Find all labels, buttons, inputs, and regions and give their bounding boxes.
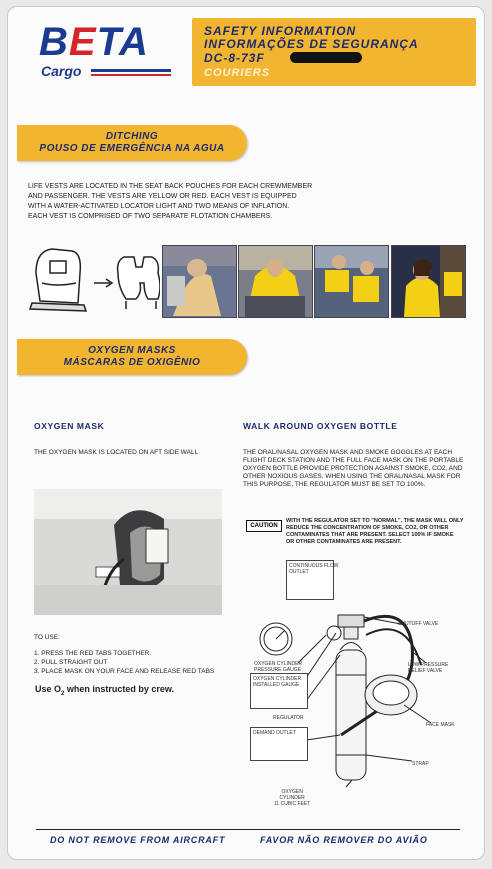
ditching-banner	[17, 125, 247, 161]
to-use-label: TO USE:	[34, 634, 60, 641]
oxygen-mask-title: OXYGEN MASK	[34, 421, 105, 431]
header-box	[192, 18, 476, 86]
walk-around-line-1: THE ORAL/NASAL OXYGEN MASK AND SMOKE GOGGLES AT EACH	[243, 449, 453, 456]
beta-cargo-logo	[39, 22, 174, 82]
safety-card	[7, 6, 485, 860]
walk-around-line-3: OXYGEN BOTTLE PROVIDE PROTECTION AGAINST SMOKE, CO2, AND	[243, 465, 463, 472]
ditching-line-3: WITH A WATER-ACTIVATED LOCATOR LIGHT AND TWO MEANS OF INFLATION.	[28, 203, 290, 210]
logo-stripe-blue	[91, 69, 171, 72]
low-pressure-line-2: RELIEF VALVE	[408, 668, 443, 674]
low-pressure-line-1: LOW PRESSURE	[408, 662, 449, 668]
walk-around-line-5: THIS PURPOSE, THE REGULATOR MUST BE SET TO 100%.	[243, 481, 426, 488]
strap-label: STRAP	[412, 761, 429, 767]
low-pressure-label	[408, 662, 448, 674]
step-3: 3. PLACE MASK ON YOUR FACE AND RELEASE RED TABS	[34, 668, 215, 675]
face-mask-label: FACE MASK	[426, 722, 455, 728]
logo-stripe-red	[91, 74, 171, 76]
regulator-label: REGULATOR	[273, 715, 304, 721]
ditching-photo-1	[162, 245, 237, 318]
cylinder-installed-line-1: OXYGEN CYLINDER	[253, 676, 302, 682]
continuous-flow-label	[289, 563, 338, 575]
oxygen-banner	[17, 339, 247, 375]
bottle-line-3: 11 CUBIC FEET	[274, 801, 311, 807]
step-1: 1. PRESS THE RED TABS TOGETHER.	[34, 650, 152, 657]
oxygen-title-pt: MÁSCARAS DE OXIGÊNIO	[63, 357, 201, 368]
footer-text-pt: FAVOR NÃO REMOVER DO AVIÃO	[260, 835, 428, 845]
continuous-flow-line-2: OUTLET	[289, 569, 309, 575]
footer-divider	[36, 829, 460, 830]
logo-wordmark: BETA	[39, 20, 149, 64]
ditching-text	[28, 182, 348, 222]
ditching-title-pt: POUSO DE EMERGÊNCIA NA AGUA	[39, 143, 225, 154]
walk-around-line-2: FLIGHT DECK STATION AND THE FULL FACE MASK ON THE PORTABLE	[243, 457, 464, 464]
ditching-photo-3	[314, 245, 389, 318]
bottle-line-1: OXYGEN	[281, 789, 303, 795]
caution-line-4: OR OTHER CONTAMINATES ARE PRESENT.	[286, 539, 402, 545]
caution-line-2: REDUCE THE CONCENTRATION OF SMOKE, CO2, OR OTHER	[286, 525, 449, 531]
demand-outlet-callout	[250, 727, 308, 761]
use-o2-notice: Use $O_2$ when instructed by crew.	[35, 684, 175, 697]
oxygen-mask-steps	[34, 649, 214, 676]
logo-cargo: Cargo	[41, 63, 82, 79]
demand-outlet-line-1: DEMAND OUTLET	[253, 730, 296, 736]
header-title-pt: INFORMAÇÕES DE SEGURANÇA	[204, 37, 419, 51]
continuous-flow-callout	[286, 560, 339, 600]
pressure-gauge-line-1: OXYGEN CYLINDER	[254, 661, 303, 667]
oxygen-mask-photo	[34, 489, 222, 615]
demand-outlet-label	[253, 730, 296, 736]
walk-around-title: WALK AROUND OXYGEN BOTTLE	[243, 421, 398, 431]
redaction-bar	[290, 52, 362, 63]
walk-around-text	[243, 449, 463, 489]
bottle-capacity-label	[274, 789, 310, 807]
seat-vest-illustration	[22, 243, 160, 313]
bottle-line-2: CYLINDER	[279, 795, 305, 801]
header-aircraft: DC-8-73F	[204, 51, 265, 65]
cylinder-installed-callout	[250, 673, 308, 709]
footer-text-en: DO NOT REMOVE FROM AIRCRAFT	[50, 835, 226, 845]
caution-line-1: WITH THE REGULATOR SET TO "NORMAL", THE MASK WILL ONLY	[286, 518, 464, 524]
shutoff-valve-label: SHUTOFF VALVE	[398, 621, 439, 627]
ditching-title-en: DITCHING	[105, 131, 159, 142]
ditching-photo-2	[238, 245, 313, 318]
walk-around-line-4: OTHER NOXIOUS GASES. WHEN USING THE ORAL/NASAL MASK FOR	[243, 473, 461, 480]
header-config: COURIERS	[204, 67, 271, 79]
cylinder-installed-label	[253, 676, 301, 688]
pressure-gauge-line-2: PRESSURE GAUGE	[254, 667, 301, 673]
oxygen-title-en: OXYGEN MASKS	[88, 345, 176, 356]
continuous-flow-line-1: CONTINUOUS FLOW	[289, 563, 339, 569]
caution-label: CAUTION	[246, 520, 282, 532]
ditching-line-4: EACH VEST IS COMPRISED OF TWO SEPARATE FLOTATION CHAMBERS.	[28, 213, 273, 220]
ditching-line-2: AND PASSENGER. THE VESTS ARE YELLOW OR RED. EACH VEST IS EQUIPPED	[28, 193, 297, 200]
ditching-line-1: LIFE VESTS ARE LOCATED IN THE SEAT BACK POUCHES FOR EACH CREWMEMBER	[28, 183, 313, 190]
pressure-gauge-label	[254, 661, 302, 673]
header-title-en: SAFETY INFORMATION	[204, 24, 357, 38]
ditching-photo-4	[391, 245, 466, 318]
oxygen-mask-location: THE OXYGEN MASK IS LOCATED ON AFT SIDE WALL	[34, 449, 199, 456]
caution-line-3: CONTAMINATES THAT ARE PRESENT. SELECT 100% IF SMOKE	[286, 532, 454, 538]
caution-text	[286, 518, 464, 546]
cylinder-installed-line-2: INSTALLED GAUGE	[253, 682, 300, 688]
step-2: 2. PULL STRAIGHT OUT	[34, 659, 108, 666]
